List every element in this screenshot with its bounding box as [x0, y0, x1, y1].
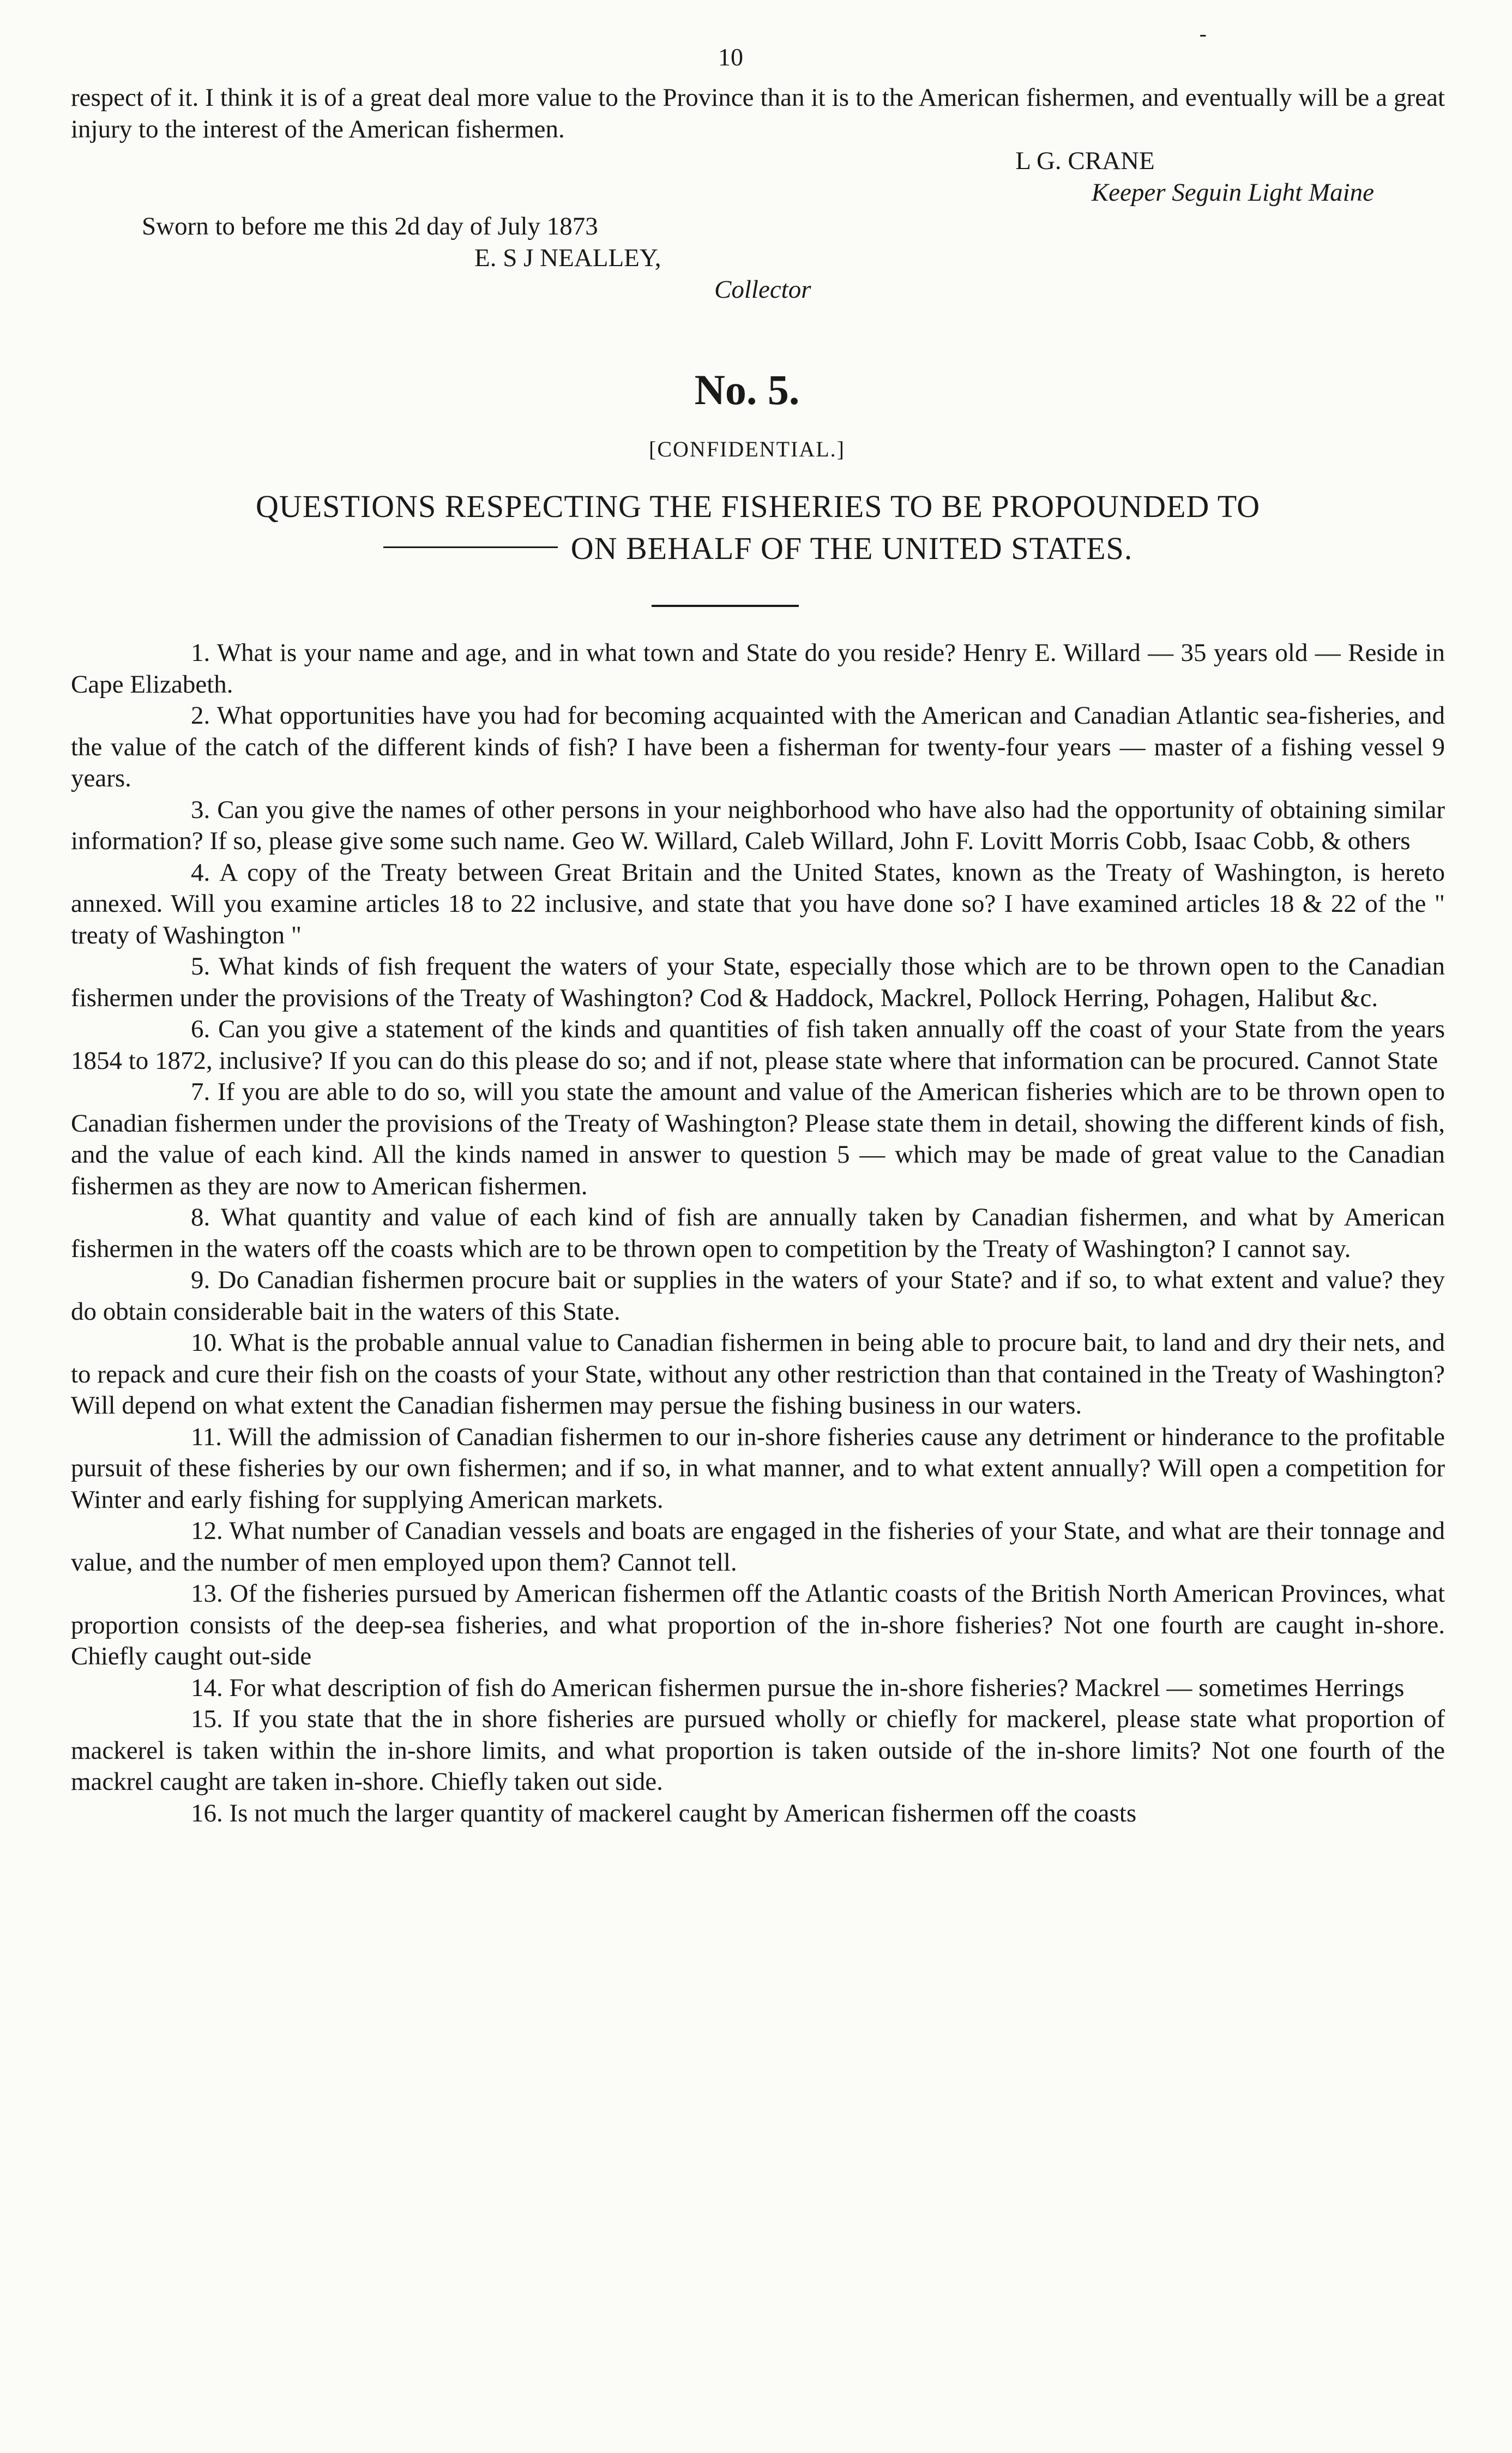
blank-line — [383, 546, 558, 548]
question-number: 9. — [191, 1266, 210, 1294]
heading-line-2-text: ON BEHALF OF THE UNITED STATES. — [570, 531, 1133, 566]
document-number: No. 5. — [694, 366, 800, 413]
question-item — [71, 1422, 1445, 1516]
heading-line-2 — [71, 530, 1445, 567]
sworn-statement: Sworn to before me this 2d day of July 1873 — [142, 212, 598, 241]
document-page — [71, 33, 1445, 1829]
question-number: 15. — [191, 1705, 223, 1733]
question-number: 4. — [191, 858, 210, 887]
question-number: 10. — [191, 1328, 223, 1357]
questions-list — [71, 638, 1445, 1829]
question-text: Can you give the names of other persons in your neighborhood who have also had the opportunity of obtaining similar information? If so, please give some such name. Geo W. Willard, Caleb Willard, John F. Lovitt Morris Cobb, Isaac Cobb, & others — [71, 795, 1445, 855]
question-item — [71, 1516, 1445, 1578]
question-item — [71, 1202, 1445, 1265]
page-number: 10 — [718, 43, 743, 71]
question-item — [71, 1327, 1445, 1422]
question-item — [71, 857, 1445, 952]
question-item — [71, 1578, 1445, 1673]
question-number: 13. — [191, 1579, 223, 1608]
collector-name: E. S J NEALLEY, — [474, 244, 661, 272]
stray-mark: - — [1199, 21, 1207, 46]
question-item — [71, 1014, 1445, 1077]
question-text: If you state that the in shore fisheries are pursued wholly or chiefly for mackerel, please state what proportion of mackerel is taken within the in-shore limits, and what proportion is taken outside of the in-shore limits? Not one fourth of the mackrel caught are taken in-shore. Chiefly taken out side. — [71, 1705, 1445, 1796]
question-text: What number of Canadian vessels and boats are engaged in the fisheries of your State, and what are their tonnage and value, and the number of men employed upon them? Cannot tell. — [71, 1517, 1445, 1577]
question-number: 16. — [191, 1799, 223, 1827]
heading-line-1: QUESTIONS RESPECTING THE FISHERIES TO BE PROPOUNDED TO — [255, 489, 1260, 524]
question-text: For what description of fish do American fishermen pursue the in-shore fisheries? Mackrel — sometimes Herrings — [229, 1673, 1405, 1702]
question-text: What is your name and age, and in what town and State do you reside? Henry E. Willard — 35 years old — Reside in Cape Elizabeth. — [71, 639, 1445, 699]
question-text: A copy of the Treaty between Great Britain and the United States, known as the Treaty of Washington, is hereto annexed. Will you examine articles 18 to 22 inclusive, and state that you have done so? I have examined articles 18 & 22 of the " treaty of Washington " — [71, 858, 1445, 949]
question-number: 1. — [191, 639, 210, 667]
question-item — [71, 638, 1445, 700]
question-number: 12. — [191, 1517, 223, 1545]
question-text: What quantity and value of each kind of fish are annually taken by Canadian fishermen, and what by American fishermen in the waters off the coasts which are to be thrown open to competition by the Treaty of Washington? I cannot say. — [71, 1203, 1445, 1263]
question-number: 7. — [191, 1078, 210, 1106]
question-number: 5. — [191, 952, 210, 981]
question-text: What opportunities have you had for becoming acquainted with the American and Canadian Atlantic sea-fisheries, and the value of the catch of the different kinds of fish? I have been a fisherman for twenty-four years — master of a fishing vessel 9 years. — [71, 701, 1445, 792]
question-text: Will the admission of Canadian fishermen to our in-shore fisheries cause any detriment or hinderance to the profitable pursuit of these fisheries by our own fishermen; and if so, in what manner, and to what extent annually? Will open a competition for Winter and early fishing for supplying American markets. — [71, 1422, 1445, 1514]
classification-label: [CONFIDENTIAL.] — [649, 437, 845, 461]
section-divider — [652, 605, 799, 607]
question-item — [71, 795, 1445, 857]
question-text: Can you give a statement of the kinds and quantities of fish taken annually off the coast of your State from the years 1854 to 1872, inclusive? If you can do this please do so; and if not, please state where that information can be procured. Cannot State — [71, 1015, 1445, 1075]
question-text: Is not much the larger quantity of mackerel caught by American fishermen off the coasts — [229, 1799, 1137, 1827]
question-text: Do Canadian fishermen procure bait or supplies in the waters of your State? and if so, to what extent and value? they do obtain considerable bait in the waters of this State. — [71, 1266, 1445, 1326]
signer-title: Keeper Seguin Light Maine — [1091, 178, 1374, 207]
question-item — [71, 951, 1445, 1014]
question-text: What kinds of fish frequent the waters of your State, especially those which are to be thrown open to the Canadian fishermen under the provisions of the Treaty of Washington? Cod & Haddock, Mackrel, Pollock Herring, Pohagen, Halibut &c. — [71, 952, 1445, 1012]
question-item — [71, 1798, 1445, 1830]
question-item — [71, 1265, 1445, 1327]
signer-name: L G. CRANE — [1015, 147, 1155, 175]
question-number: 8. — [191, 1203, 210, 1231]
question-number: 3. — [191, 795, 210, 824]
question-number: 2. — [191, 701, 210, 730]
question-number: 6. — [191, 1015, 210, 1043]
preamble-text: respect of it. I think it is of a great deal more value to the Province than it is to the American fishermen, and eventually will be a great injury to the interest of the American fishermen. — [71, 83, 1445, 143]
question-text: Of the fisheries pursued by American fishermen off the Atlantic coasts of the British North American Provinces, what proportion consists of the deep-sea fisheries, and what proportion of the in-shore fisheries? Not one fourth are caught in-shore. Chiefly caught out-side — [71, 1579, 1445, 1670]
question-item — [71, 1077, 1445, 1202]
question-text: If you are able to do so, will you state the amount and value of the American fisheries which are to be thrown open to Canadian fishermen under the provisions of the Treaty of Washington? Please state them in detail, showing the different kinds of fish, and the value of each kind. All the kinds named in answer to question 5 — which may be made of great value to the Canadian fishermen as they are now to American fishermen. — [71, 1078, 1445, 1200]
collector-title: Collector — [714, 275, 811, 304]
question-item — [71, 700, 1445, 795]
question-number: 14. — [191, 1673, 223, 1702]
question-item — [71, 1704, 1445, 1798]
question-text: What is the probable annual value to Canadian fishermen in being able to procure bait, to land and dry their nets, and to repack and cure their fish on the coasts of your State, without any other restriction than that contained in the Treaty of Washington? Will depend on what extent the Canadian fishermen may persue the fishing business in our waters. — [71, 1328, 1445, 1420]
question-item — [71, 1673, 1445, 1704]
question-number: 11. — [191, 1422, 222, 1451]
